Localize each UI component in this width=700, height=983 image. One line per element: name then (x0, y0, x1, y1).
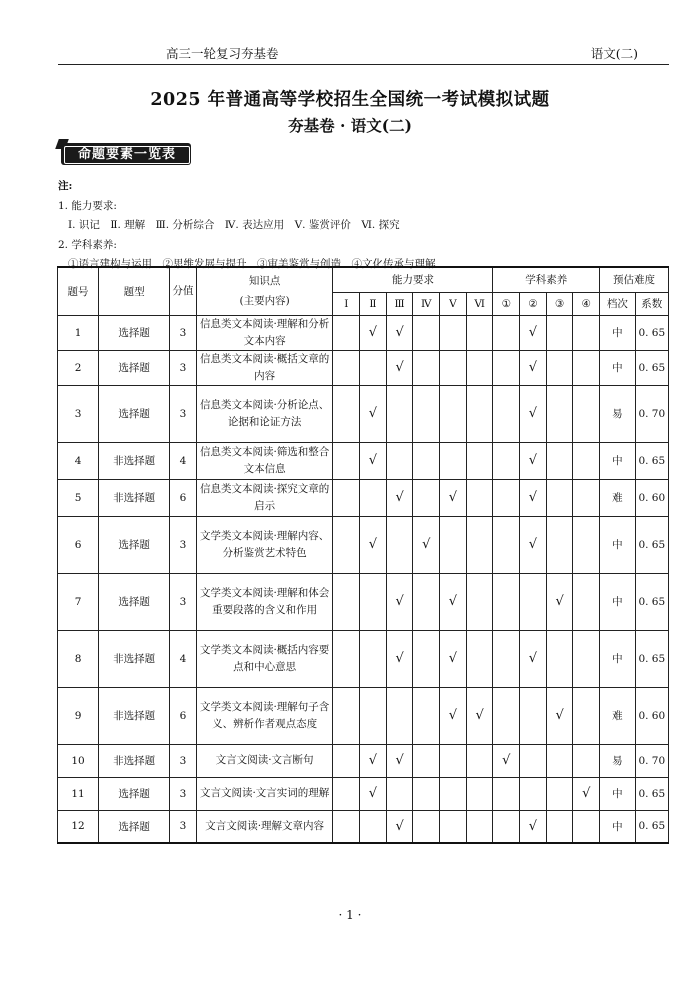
header-ability-col: Ⅴ (440, 292, 467, 315)
cell-ability-empty (440, 516, 467, 573)
cell-ability-empty (333, 442, 360, 479)
cell-difficulty-level: 中 (600, 516, 636, 573)
cell-knowledge-point: 文言文阅读·文言实词的理解 (196, 777, 333, 810)
cell-ability-empty (333, 573, 360, 630)
cell-ability-check: √ (440, 630, 467, 687)
section-banner (57, 139, 195, 167)
cell-ability-empty (360, 630, 387, 687)
cell-difficulty-level: 易 (600, 385, 636, 442)
cell-ability-empty (413, 573, 440, 630)
cell-ability-empty (333, 385, 360, 442)
cell-question-number: 1 (58, 315, 99, 350)
cell-ability-empty (333, 350, 360, 385)
cell-difficulty-level: 中 (600, 573, 636, 630)
cell-literacy-check: √ (520, 442, 547, 479)
header-ability-col: Ⅱ (360, 292, 387, 315)
header-ability-col: Ⅵ (466, 292, 493, 315)
cell-ability-empty (386, 385, 413, 442)
cell-difficulty-coefficient: 0. 65 (635, 810, 668, 843)
ability-label: 1. 能力要求: (58, 199, 117, 212)
cell-score: 6 (170, 687, 197, 744)
cell-difficulty-level: 难 (600, 479, 636, 516)
cell-literacy-empty (573, 573, 600, 630)
table-body (58, 315, 669, 843)
cell-literacy-check: √ (520, 350, 547, 385)
cell-literacy-empty (493, 385, 520, 442)
cell-difficulty-level: 中 (600, 777, 636, 810)
cell-question-number: 12 (58, 810, 99, 843)
cell-score: 6 (170, 479, 197, 516)
notes-label: 注: (58, 180, 73, 192)
cell-ability-empty (466, 442, 493, 479)
cell-literacy-empty (493, 630, 520, 687)
table-row (58, 687, 669, 744)
cell-ability-empty (360, 479, 387, 516)
table-row (58, 777, 669, 810)
cell-ability-check: √ (386, 744, 413, 777)
cell-question-type: 非选择题 (99, 744, 170, 777)
cell-ability-check: √ (360, 442, 387, 479)
cell-knowledge-point: 信息类文本阅读·理解和分析文本内容 (196, 315, 333, 350)
cell-question-type: 非选择题 (99, 442, 170, 479)
cell-literacy-empty (573, 630, 600, 687)
cell-score: 4 (170, 630, 197, 687)
cell-ability-empty (413, 777, 440, 810)
cell-literacy-check: √ (493, 744, 520, 777)
cell-ability-empty (413, 744, 440, 777)
cell-ability-empty (386, 687, 413, 744)
cell-difficulty-coefficient: 0. 70 (635, 744, 668, 777)
header-knowledge-point (196, 267, 333, 315)
cell-question-type: 选择题 (99, 315, 170, 350)
cell-difficulty-coefficient: 0. 65 (635, 630, 668, 687)
cell-ability-check: √ (360, 777, 387, 810)
cell-ability-empty (413, 315, 440, 350)
cell-literacy-empty (546, 315, 573, 350)
cell-literacy-check: √ (573, 777, 600, 810)
cell-literacy-empty (546, 744, 573, 777)
cell-literacy-empty (493, 573, 520, 630)
cell-question-type: 选择题 (99, 350, 170, 385)
cell-difficulty-level: 中 (600, 810, 636, 843)
cell-ability-empty (333, 315, 360, 350)
cell-literacy-empty (573, 385, 600, 442)
cell-literacy-empty (573, 810, 600, 843)
cell-ability-empty (360, 573, 387, 630)
cell-score: 3 (170, 810, 197, 843)
cell-ability-check: √ (413, 516, 440, 573)
cell-ability-check: √ (360, 516, 387, 573)
header-right: 语文(二) (590, 46, 638, 61)
cell-literacy-empty (573, 350, 600, 385)
cell-question-number: 11 (58, 777, 99, 810)
cell-knowledge-point: 信息类文本阅读·筛选和整合文本信息 (196, 442, 333, 479)
cell-literacy-empty (546, 630, 573, 687)
table-row (58, 744, 669, 777)
cell-question-number: 7 (58, 573, 99, 630)
cell-ability-empty (440, 442, 467, 479)
table-row (58, 315, 669, 350)
cell-difficulty-coefficient: 0. 60 (635, 479, 668, 516)
cell-knowledge-point: 文学类文本阅读·概括内容要点和中心意思 (196, 630, 333, 687)
cell-ability-empty (466, 350, 493, 385)
cell-knowledge-point: 文学类文本阅读·理解内容、分析鉴赏艺术特色 (196, 516, 333, 573)
cell-knowledge-point: 信息类文本阅读·分析论点、论据和论证方法 (196, 385, 333, 442)
cell-ability-empty (360, 687, 387, 744)
table-row (58, 810, 669, 843)
cell-ability-empty (440, 385, 467, 442)
cell-ability-check: √ (386, 479, 413, 516)
header-level: 档次 (600, 292, 636, 315)
cell-ability-empty (466, 385, 493, 442)
cell-literacy-empty (546, 385, 573, 442)
cell-ability-empty (466, 479, 493, 516)
cell-question-type: 选择题 (99, 573, 170, 630)
cell-literacy-check: √ (520, 810, 547, 843)
cell-ability-empty (360, 810, 387, 843)
header-literacy-col: ① (493, 292, 520, 315)
table-row (58, 479, 669, 516)
cell-literacy-check: √ (520, 385, 547, 442)
cell-knowledge-point: 文言文阅读·理解文章内容 (196, 810, 333, 843)
cell-literacy-check: √ (520, 479, 547, 516)
header-literacy-col: ② (520, 292, 547, 315)
cell-ability-check: √ (440, 573, 467, 630)
page-title: 2025 年普通高等学校招生全国统一考试模拟试题 (150, 90, 550, 110)
cell-literacy-empty (520, 777, 547, 810)
cell-difficulty-level: 中 (600, 315, 636, 350)
cell-difficulty-coefficient: 0. 60 (635, 687, 668, 744)
header-ability-col: Ⅰ (333, 292, 360, 315)
cell-ability-empty (386, 516, 413, 573)
cell-ability-empty (413, 442, 440, 479)
cell-question-type: 选择题 (99, 777, 170, 810)
cell-literacy-check: √ (520, 516, 547, 573)
cell-knowledge-point: 信息类文本阅读·概括文章的内容 (196, 350, 333, 385)
cell-literacy-empty (493, 442, 520, 479)
cell-difficulty-level: 中 (600, 350, 636, 385)
cell-ability-empty (333, 744, 360, 777)
cell-ability-empty (333, 630, 360, 687)
header-question-type: 题型 (99, 267, 170, 315)
cell-ability-check: √ (386, 315, 413, 350)
cell-literacy-empty (573, 516, 600, 573)
cell-literacy-empty (573, 315, 600, 350)
cell-ability-empty (413, 810, 440, 843)
header-literacy: 学科素养 (493, 267, 600, 292)
cell-ability-empty (333, 687, 360, 744)
cell-ability-empty (386, 442, 413, 479)
cell-ability-empty (466, 315, 493, 350)
cell-ability-empty (440, 744, 467, 777)
cell-ability-check: √ (440, 687, 467, 744)
cell-ability-empty (466, 777, 493, 810)
cell-ability-empty (440, 315, 467, 350)
cell-literacy-empty (573, 687, 600, 744)
table-row (58, 442, 669, 479)
cell-difficulty-level: 中 (600, 442, 636, 479)
cell-ability-empty (333, 777, 360, 810)
header-ability-col: Ⅳ (413, 292, 440, 315)
cell-ability-empty (413, 479, 440, 516)
header-difficulty: 预估难度 (600, 267, 669, 292)
cell-literacy-empty (573, 479, 600, 516)
header-ability-col: Ⅲ (386, 292, 413, 315)
cell-ability-empty (440, 777, 467, 810)
cell-literacy-empty (546, 516, 573, 573)
cell-ability-empty (440, 350, 467, 385)
cell-literacy-empty (520, 744, 547, 777)
header-coefficient: 系数 (635, 292, 668, 315)
cell-score: 3 (170, 385, 197, 442)
cell-literacy-empty (546, 777, 573, 810)
header-kp-title: 知识点 (248, 275, 281, 288)
cell-ability-check: √ (360, 744, 387, 777)
cell-difficulty-coefficient: 0. 70 (635, 385, 668, 442)
cell-ability-empty (333, 479, 360, 516)
cell-difficulty-coefficient: 0. 65 (635, 315, 668, 350)
cell-ability-empty (413, 350, 440, 385)
header-literacy-col: ③ (546, 292, 573, 315)
cell-literacy-empty (493, 777, 520, 810)
cell-ability-empty (413, 385, 440, 442)
cell-ability-empty (333, 516, 360, 573)
cell-literacy-check: √ (520, 630, 547, 687)
cell-question-number: 10 (58, 744, 99, 777)
cell-ability-empty (466, 573, 493, 630)
cell-difficulty-coefficient: 0. 65 (635, 350, 668, 385)
cell-score: 4 (170, 442, 197, 479)
cell-question-number: 4 (58, 442, 99, 479)
literacy-label: 2. 学科素养: (58, 238, 117, 251)
header-divider (58, 64, 669, 65)
header-left: 高三一轮复习夯基卷 (166, 46, 279, 61)
cell-question-type: 选择题 (99, 810, 170, 843)
cell-ability-empty (333, 810, 360, 843)
cell-ability-empty (413, 630, 440, 687)
cell-ability-check: √ (386, 810, 413, 843)
literacy-items: ①语言建构与运用 ②思维发展与提升 ③审美鉴赏与创造 ④文化传承与理解 (68, 258, 436, 270)
cell-score: 3 (170, 744, 197, 777)
cell-literacy-empty (546, 442, 573, 479)
table-row (58, 573, 669, 630)
cell-ability-empty (466, 630, 493, 687)
cell-literacy-empty (493, 516, 520, 573)
cell-ability-empty (360, 350, 387, 385)
cell-literacy-empty (493, 479, 520, 516)
cell-literacy-empty (546, 810, 573, 843)
notes-section (58, 177, 436, 275)
cell-question-number: 2 (58, 350, 99, 385)
cell-literacy-empty (546, 350, 573, 385)
cell-difficulty-coefficient: 0. 65 (635, 516, 668, 573)
cell-literacy-empty (520, 687, 547, 744)
cell-difficulty-level: 易 (600, 744, 636, 777)
cell-ability-check: √ (440, 479, 467, 516)
cell-score: 3 (170, 315, 197, 350)
cell-difficulty-level: 难 (600, 687, 636, 744)
cell-ability-empty (386, 777, 413, 810)
cell-score: 3 (170, 573, 197, 630)
cell-question-type: 非选择题 (99, 630, 170, 687)
cell-question-number: 5 (58, 479, 99, 516)
table-row (58, 385, 669, 442)
cell-difficulty-level: 中 (600, 630, 636, 687)
cell-literacy-empty (493, 315, 520, 350)
cell-literacy-check: √ (546, 687, 573, 744)
cell-literacy-empty (520, 573, 547, 630)
cell-ability-empty (440, 810, 467, 843)
cell-literacy-check: √ (546, 573, 573, 630)
header-score: 分值 (170, 267, 197, 315)
cell-ability-check: √ (386, 630, 413, 687)
header-literacy-col: ④ (573, 292, 600, 315)
page-subtitle: 夯基卷 · 语文(二) (288, 116, 412, 135)
cell-question-number: 3 (58, 385, 99, 442)
cell-knowledge-point: 文学类文本阅读·理解和体会重要段落的含义和作用 (196, 573, 333, 630)
cell-literacy-empty (573, 744, 600, 777)
cell-knowledge-point: 文学类文本阅读·理解句子含义、辨析作者观点态度 (196, 687, 333, 744)
exam-elements-table (57, 266, 669, 844)
cell-ability-empty (466, 516, 493, 573)
cell-difficulty-coefficient: 0. 65 (635, 777, 668, 810)
cell-question-type: 非选择题 (99, 687, 170, 744)
cell-literacy-empty (546, 479, 573, 516)
cell-ability-check: √ (360, 385, 387, 442)
table-row (58, 516, 669, 573)
header-kp-sub: (主要内容) (239, 295, 290, 308)
cell-literacy-empty (493, 810, 520, 843)
cell-ability-empty (466, 744, 493, 777)
cell-literacy-check: √ (520, 315, 547, 350)
cell-difficulty-coefficient: 0. 65 (635, 442, 668, 479)
cell-ability-check: √ (386, 573, 413, 630)
cell-ability-empty (413, 687, 440, 744)
ability-items: Ⅰ. 识记 Ⅱ. 理解 Ⅲ. 分析综合 Ⅳ. 表达应用 Ⅴ. 鉴赏评价 Ⅵ. 探究 (68, 219, 400, 231)
cell-question-type: 非选择题 (99, 479, 170, 516)
cell-score: 3 (170, 350, 197, 385)
cell-literacy-empty (573, 442, 600, 479)
banner-label: 命题要素一览表 (77, 147, 176, 162)
cell-knowledge-point: 信息类文本阅读·探究文章的启示 (196, 479, 333, 516)
cell-ability-check: √ (360, 315, 387, 350)
cell-literacy-empty (493, 687, 520, 744)
table-row (58, 350, 669, 385)
cell-question-type: 选择题 (99, 385, 170, 442)
cell-question-number: 9 (58, 687, 99, 744)
cell-question-number: 8 (58, 630, 99, 687)
page-number: · 1 · (338, 908, 362, 922)
header-question-number: 题号 (58, 267, 99, 315)
cell-ability-check: √ (386, 350, 413, 385)
cell-question-type: 选择题 (99, 516, 170, 573)
cell-difficulty-coefficient: 0. 65 (635, 573, 668, 630)
header-ability: 能力要求 (333, 267, 493, 292)
cell-score: 3 (170, 777, 197, 810)
cell-ability-check: √ (466, 687, 493, 744)
cell-ability-empty (466, 810, 493, 843)
cell-score: 3 (170, 516, 197, 573)
table-row (58, 630, 669, 687)
cell-knowledge-point: 文言文阅读·文言断句 (196, 744, 333, 777)
cell-literacy-empty (493, 350, 520, 385)
cell-question-number: 6 (58, 516, 99, 573)
